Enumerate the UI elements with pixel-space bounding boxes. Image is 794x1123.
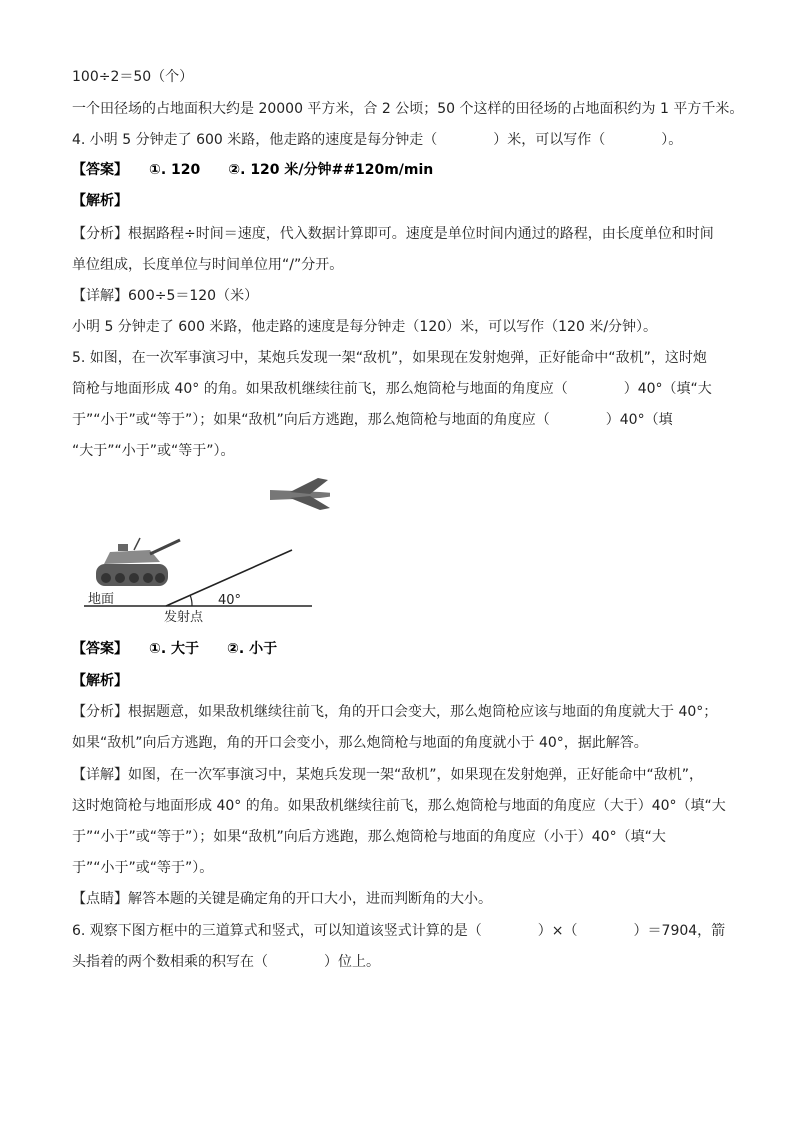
analysis-line: 【分析】根据路程÷时间＝速度，代入数据计算即可。速度是单位时间内通过的路程，由长度单位和时间 (72, 226, 714, 242)
tank-icon (96, 538, 180, 586)
question-4: 4. 小明 5 分钟走了 600 米路，他走路的速度是每分钟走（ ）米，可以写作（ ）。 (72, 132, 683, 148)
analysis-line: 【分析】根据题意，如果敌机继续往前飞，角的开口会变大，那么炮筒枪应该与地面的角度就大于 40°； (72, 704, 718, 720)
answer-line: 【答案】 ①. 大于 ②. 小于 (72, 641, 278, 657)
angle-label: 40° (218, 593, 242, 608)
answer-line: 【答案】 ①. 120 ②. 120 米/分钟##120m/min (72, 162, 434, 178)
question-5: 5. 如图，在一次军事演习中，某炮兵发现一架“敌机”，如果现在发射炮弹，正好能命中“敌机”，这时炮 (72, 350, 707, 366)
detail-line: 这时炮筒枪与地面形成 40° 的角。如果敌机继续往前飞，那么炮筒枪与地面的角度应（大于）40°（填“大 (72, 798, 726, 814)
ground-label: 地面 (88, 592, 115, 607)
question-5-line: 筒枪与地面形成 40° 的角。如果敌机继续往前飞，那么炮筒枪与地面的角度应（ ）40°（填“大 (72, 381, 712, 397)
analysis-heading: 【解析】 (72, 193, 128, 209)
detail-line: 于”“小于”或“等于”）；如果“敌机”向后方逃跑，那么炮筒枪与地面的角度应（小于）40°（填“大 (72, 829, 666, 845)
detail-line: 小明 5 分钟走了 600 米路，他走路的速度是每分钟走（120）米，可以写作（120 米/分钟）。 (72, 319, 658, 335)
angle-arc (190, 595, 192, 606)
detail-line: 【详解】600÷5＝120（米） (72, 288, 259, 304)
question-6: 6. 观察下图方框中的三道算式和竖式，可以知道该竖式计算的是（ ）×（ ）＝7904，箭 (72, 923, 726, 939)
question-5-line: “大于”“小于”或“等于”）。 (72, 443, 235, 459)
text-line: 一个田径场的占地面积大约是 20000 平方米，合 2 公顷；50 个这样的田径场的占地面积约为 1 平方千米。 (72, 101, 744, 117)
analysis-heading: 【解析】 (72, 673, 128, 689)
figure-svg (80, 470, 330, 630)
tip-line: 【点睛】解答本题的关键是确定角的开口大小，进而判断角的大小。 (72, 891, 492, 907)
question-6-line: 头指着的两个数相乘的积写在（ ）位上。 (72, 954, 380, 970)
detail-line: 于”“小于”或“等于”）。 (72, 860, 214, 876)
text-line: 100÷2＝50（个） (72, 69, 194, 85)
analysis-line: 单位组成，长度单位与时间单位用“/”分开。 (72, 257, 344, 273)
detail-line: 【详解】如图，在一次军事演习中，某炮兵发现一架“敌机”，如果现在发射炮弹，正好能命中“敌机”， (72, 767, 704, 783)
launch-point-label: 发射点 (164, 610, 204, 625)
jet-icon (270, 478, 330, 510)
question-5-line: 于”“小于”或“等于”）；如果“敌机”向后方逃跑，那么炮筒枪与地面的角度应（ ）40°（填 (72, 412, 673, 428)
analysis-line: 如果“敌机”向后方逃跑，角的开口会变小，那么炮筒枪与地面的角度就小于 40°，据此解答。 (72, 735, 648, 751)
angle-figure (80, 470, 330, 630)
